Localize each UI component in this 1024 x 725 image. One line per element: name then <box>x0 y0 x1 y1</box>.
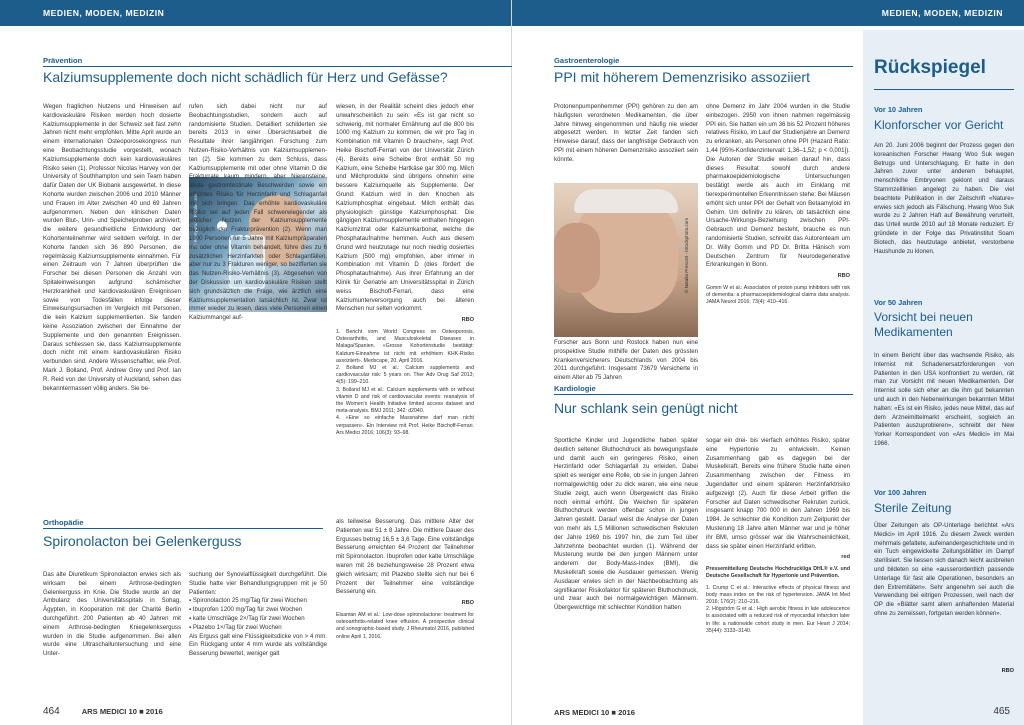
article-text: Forscher aus Bonn und Rostock haben nun eine prospektive Studie mithilfe der Daten des grössten Krankenversicherers Deutschlands von 2004 bis 2011 durchgeführt. Insgesamt 73679 Versicherte in einem Alter ab 75 Jahren <box>554 339 698 382</box>
magazine-name: ARS MEDICI 10 ■ 2016 <box>81 707 163 716</box>
sidebar-rule <box>874 89 1014 90</box>
reference: 1. Bericht vom World Congress on Osteoporosis, Osteoarthritis, and Musculoskeletal Diseases in Malaga/Spanien. «Grosse Kohortenstudie bestätigt: Kalzium-Einnahme ist nicht mit erhöhtem KHK-Risiko assoziiert». Medscape, 20. April 2016. <box>336 328 474 364</box>
article-title: Kalziumsupplemente doch nicht schädlich für Herz und Gefässe? <box>43 69 448 85</box>
section-label: Orthopädie <box>43 518 84 527</box>
reference: 2. Högström G et al.: High aerobic fitness in late adolescence is associated with a reduced risk of myocardial infarction later in life: a nationwide cohort study in men. Eur Heart J 2014; 35(44): 3133–3140. <box>706 606 850 634</box>
author-signature: RBO <box>837 273 850 280</box>
bullet-item: ▪ Spironolacton 25 mg/Tag für zwei Wochen <box>189 597 307 605</box>
article-text: suchung der Synovialflüssigkeit durchgeführt. Die Studie hatte vier Behandlungsgruppen mit je 50 Patienten: <box>189 571 327 596</box>
sidebar-item-label: Vor 50 Jahren <box>874 298 923 307</box>
reference: 3. Bolland MJ et al.: Calcium supplements with or without vitamin D and risk of cardiovascular events: reanalysis of the Women's Health Initiative limited access dataset and meta-analysis. BMJ 2011; 342: d2040. <box>336 386 474 415</box>
header-label: MEDIEN, MODEN, MEDIZIN <box>881 8 1003 18</box>
article-text-col3 <box>336 518 474 693</box>
article-title: Spironolacton bei Gelenkerguss <box>43 533 242 549</box>
press-source: Pressemitteilung Deutsche Hochdruckliga DHL® e.V. und Deutsche Gesellschaft für Hypertonie und Prävention. <box>706 566 850 580</box>
photo-credit: © Rumyanat - Fotolia.com <box>193 193 198 247</box>
bullet-item: ▪ kalte Umschläge 2×/Tag für zwei Wochen <box>189 614 305 622</box>
sidebar-item-text: Am 20. Juni 2006 beginnt der Prozess gegen den koreanischen Forscher Hwang Woo Suk wegen Betrugs und Unterschlagung. Er hatte in den Jahren zuvor unter anderem behauptet, menschliche Embryonen geklont und daraus Stammzelllinien angelegt zu haben. Die viel beachtete Publikation in der Zeitschrift «Nature» erwies sich jedoch als Fälschung. Hwang Woo Suk wurde zu 2 Jahren Haft auf Bewährung verurteilt, das Urteil wurde 2010 auf 18 Monate reduziert. Er gründete in der Folge das Privatinstitut Soam Biotech, das heutzutage anbietet, verstorbene Haushunde zu klonen. <box>874 142 1014 255</box>
article-text: Sportliche Kinder und Jugendliche haben später deutlich seltener Bluthochdruck als bewegungsfaule und damit auch ein geringeres Risiko, einen Herzinfarkt oder Schlaganfall zu erleiden. Dabei spielt es weniger eine Rolle, ob sie in jungen Jahren normalgewichtig oder zu dick waren, wie eine neue Studie zeigt, auch wenn Übergewicht das Risiko noch einmal erhöht. Die Weichen für späteren Bluthochdruck werden offenbar schon in jungen Jahren gestellt. Darauf weist die Analyse der Daten von mehr als 1,5 Millionen schwedischen Rekruten der Jahre 1969 bis 1997 hin, die zum Teil über Jahrzehnte beobachtet wurden (1). Während der Musterung wurde bei den jungen Männern unter anderem der Body-Mass-Index (BMI), die Muskelkraft sowie die Ausdauer gemessen. Wenig Ausdauer erwies sich in der Nachbeobachtung als signifikanter Risikofaktor für späteren Bluthochdruck, und zwar auch bei normalgewichtigen Männern. Übergewichtige mit schlechter Kondition hatten <box>554 437 698 612</box>
article-text-col2 <box>189 571 327 691</box>
header-label: MEDIEN, MODEN, MEDIZIN <box>43 8 165 18</box>
article-text-col2 <box>706 437 850 699</box>
white-hair <box>574 189 678 213</box>
author-signature: RBO <box>461 317 474 324</box>
reference-list <box>706 585 850 635</box>
article-text: Das alte Diuretikum Spironolacton erwies sich als wirksam bei einem Arthrose-bedingten Gelenkerguss im Knie. Die Studie wurde an der Ambulanz des Universitätsspitals in Sohag, Ägypten, in Kooperation mit der Charité Berlin durchgeführt. 200 Patienten ab 40 Jahren mit einem Arthrose-bedingten Kniegelenkserguss wurden in die Studie aufgenommen. Bei allen wurde eine Ultraschalluntersuchung und eine Unter- <box>43 571 181 658</box>
reference: 2. Bolland MJ et al.: Calcium supplements and cardiovascular risk: 5 years on. Ther Adv Drug Saf 2013; 4(5): 199–210. <box>336 364 474 386</box>
section-rule <box>554 394 853 395</box>
article-text-col2 <box>706 103 850 395</box>
photo-credit: © Natalia Prescott - iStockphoto.com <box>684 217 689 293</box>
section-rule <box>43 528 323 529</box>
section-rule <box>554 66 853 67</box>
page-footer <box>554 708 635 717</box>
article-photo <box>554 183 698 337</box>
reference-list <box>336 329 474 437</box>
page-number: 464 <box>43 706 60 717</box>
article-text: ohne Demenz im Jahr 2004 wurden in die Studie einbezogen. 2950 von ihnen nahmen regelmässig PPI ein. Sie hatten ein um 36 bis 52 Prozent höheres relatives Risiko, im Lauf der Studienjahre an Demenz zu erkranken, als Personen ohne PPI (Hazard Ratio: 1,44 [95%-Konfidenzintervall: 1,36–1,52; p < 0,001]). Die Autoren der Studie weisen darauf hin, dass dieses Resultat sowohl durch andere pharmakoepidemiologische Untersuchungen bestätigt werde als auch im Einklang mit tierexperimentellen Erkenntnissen stehe: Bei Mäusen erhöht sich unter PPI der Gehalt von Betaamyloid im Gehirn. Um definitiv zu klären, ob tatsächlich eine Ursache-Wirkungs-Beziehung zwischen PPI-Gebrauch und Demenz besteht, brauche es nun randomisierte Studien, schreibt das Autorenteam um Dr. Willy Gomm und PD Dr. Britta Hänisch vom Deutschen Zentrum für Neurodegenerative Erkrankungen in Bonn. <box>706 103 850 269</box>
reference: 1. Crump C et al.: Interactive effects of physical fitness and body mass index on the risk of hypertension. JAMA Int Med 2016; 176(2): 210–216. <box>706 584 850 605</box>
page-header <box>512 0 1024 26</box>
sidebar-item-label: Vor 100 Jahren <box>874 488 927 497</box>
section-rule <box>43 66 512 67</box>
article-text: Protonenpumpenhemmer (PPI) gehören zu den am häufigsten verordneten Medikamenten, die über Jahre hinweg eingenommen und häufig nie wieder abgesetzt werden. In letzter Zeit fanden sich Hinweise darauf, dass der langfristige Gebrauch von PPI mit einem höheren Demenzrisiko assoziiert sein könnte. <box>554 103 698 163</box>
section-label: Prävention <box>43 56 83 65</box>
author-signature: RBO <box>1001 668 1014 674</box>
author-signature: RBO <box>461 600 474 607</box>
sidebar-title: Rückspiegel <box>874 57 986 78</box>
section-label: Kardiologie <box>554 384 596 393</box>
right-page <box>512 0 1024 725</box>
reference: 4. «Eine so einfache Massnahme darf man nicht verpassen». Ein Interview mit Prof. Heike Bischoff-Ferrari. Ars Medici 2016; 106(3): 93–98. <box>336 415 474 436</box>
author-signature: red <box>841 554 850 561</box>
sidebar-item-title: Sterile Zeitung <box>874 501 952 515</box>
bullet-item: ▪ Plazebo 1×/Tag für zwei Wochen <box>189 623 282 631</box>
sidebar-item-text: Über Zeitungen als OP-Unterlage berichtet «Ars Medici» im April 1916. Zu diesem Zweck werden mehrmals gefaltete, aufeinandergeschichtete und in ein Tuch eingewickelte Zeitungsblätter im Dampf sterilisiert. Sie liessen sich danach leicht ausbreiten und bildeten so eine «ausserordentlich passende Unterlage für fast alle Operationen, besonders an den Extremitäten». Sehr angenehm sei auch die Verwendung bei eitrigen Prozessen, weil nach der OP die «Blätter samt allem anhaftenden Material ohne zu zerreissen, fortgetan werden können». <box>874 522 1014 617</box>
article-title: Nur schlank sein genügt nicht <box>554 400 738 416</box>
article-text-col3 <box>336 103 474 498</box>
sidebar-item-title: Klonforscher vor Gericht <box>874 118 1004 132</box>
article-text: rufen sich dabei nicht nur auf Beobachtungsstudien, sondern auch auf randomisierte Studien. Detailliert schilderten sie bereits 2013 in einer Übersichtsarbeit die Resultate ihrer langjährigen Forschung zum Nutzen-Risiko-Verhältnis von Kalziumsupplemen- ten (2). Sie kommen zu dem Schluss, dass Kalziumsupplemente mit oder ohne Vitamin D die Frakturrate kaum mindern, aber Nierensteine, akute gastrointestinale Beschwerden sowie ein erhöhtes Risiko für Herzinfarkt und Schlaganfall mit sich bringen. Das erhöhte kardiovaskuläre Risiko sei auf jeden Fall schwerwiegender als jeglicher Nutzen der Kalziumsupplemente bezüglich der Frakturprävention (2). Wenn man 1000 Personen für 5 Jahre mit Kalziumpräparaten mit oder ohne Vitamin behandelt, führe dies zu 6 zusätzlichen Herzinfarkten oder Schlaganfällen, aber nur zu 3 Frakturen weniger, so bezifferten sie das Nutzen-Risiko-Verhältnis (3). Abgesehen von der Diskussion um kardiovaskuläre Risiken stellt sich grundsätzlich die Frage, wie ärztlich eine Kalziumsupplementation tatsächlich ist. Zwar ist immer wieder zu lesen, dass viele Personen einen Kalziummangel auf- <box>189 103 327 322</box>
section-label: Gastroenterologie <box>554 56 620 65</box>
sidebar-item-label: Vor 10 Jahren <box>874 105 923 114</box>
page-header <box>0 0 511 26</box>
rueckspiegel-sidebar <box>863 30 1024 725</box>
sidebar-item-text: In einem Bericht über das wachsende Risiko, als Internist mit Schadenersatzforderungen von Patienten in den USA konfrontiert zu werden, rät man zur Vorsicht mit neuen Medikamenten. Der Internist solle sich eher an die ihm gut bekannten und auch in den Nebenwirkungen bekannten Mittel halten: «Es ist ein Risiko, jedes neue Mittel, das auf dem Arzneimittelmarkt erscheint, sogleich an Patienten auszuprobieren», schreibt der New Yorker Korrespondent von «Ars Medici» im Mai 1966. <box>874 352 1014 447</box>
article-text: als teilweise Besserung. Das mittlere Alter der Patienten war 51 ± 8 Jahre. Die mittlere Dauer des Ergusses betrug 16,5 ± 3,6 Tage. Eine vollständige Besserung erreichten 64 Prozent der Teilnehmer mit Spironolacton. Ibuprofen oder kalte Umschläge waren mit 26 beziehungsweise 28 Prozent etwa gleich wirksam; mit Plazebo stellte sich nur bei 6 Prozent der Teilnehmer eine vollständige Besserung ein. <box>336 518 474 596</box>
reference: Gomm W et al.: Association of proton pump inhibitors with risk of dementia: a pharmacoepidemiological claims data analysis. JAMA Neurol 2016; 73(4): 410–416. <box>706 284 850 306</box>
hand <box>554 223 600 293</box>
article-text: Wegen fraglichen Nutzens und Hinweisen auf kardiovaskuläre Risiken werden hoch dosierte Kalziumsupplemente in der Schweiz seit fast zehn Jahren nicht mehr empfohlen. Mitte April wurde an einem internationalen Osteoporosekongress nun eine Beobachtungsstudie vorgestellt, wonach Kalziumsupplemente doch kein kardiovaskuläres Risiko seien (1). Professor Nicolas Harvey von der University of Southhampton und sein Team haben dafür Daten der UK Biobank ausgewertet. In diese Kohorte wurden zwischen 2006 und 2010 Männer und Frauen im Alter zwischen 40 und 69 Jahren aufgenommen. Neben den klinischen Daten wurden Blut-, Urin- und Speichelproben archiviert; die weitere gesundheitliche Entwicklung der Kohortenteilnehmer wird seitdem verfolgt. In der Kohorte fanden sich 36 890 Personen, die regelmässig Kalziumsupplemente einnahmen. Für einen Zeitraum von 7 Jahren überprüften die Forscher bei diesen Personen die Anzahl von Spitaleinweisungen aufgrund ischämischer Herzkrankheit und kardiovaskulären Ereignissen sowie von Todesfällen infolge dieser Einweisungsursachen im Vergleich mit Personen, die kein Kalzium supplementierten. Sie fanden keine Assoziation zwischen der Einnahme der Supplemente und den genannten Ereignissen. Daraus schliessen sie, dass Kalziumsupplemente doch nicht mit einem kardiovaskulären Risiko verbunden sind. Andere Wissenschaftler, wie Prof. Mark J. Bolland, Prof. Andrew Grey und Prof. Ian R. Reid von der University of Auckland, sehen das bekanntermassen völlig anders. Sie be- <box>43 103 181 392</box>
page-number: 465 <box>993 706 1010 717</box>
magazine-name: ARS MEDICI 10 ■ 2016 <box>554 708 635 717</box>
article-title: PPI mit höherem Demenzrisiko assoziiert <box>554 69 810 85</box>
article-text: wiesen, in der Realität scheint dies jedoch eher unwahrscheinlich zu sein: «Es ist gar nicht so schwierig, mit normaler Ernährung auf die 800 bis 1000 mg Kalzium zu kommen, die wir pro Tag in Kombination mit Vitamin D brauchen», sagt Prof. Heike Bischoff-Ferrari von der Universität Zürich (4). Bereits eine Scheibe Brot enthält 50 mg Kalzium, eine Scheibe Hartkäse gar 300 mg. Milch und Milchprodukte sind übrigens ohnehin eine bessere Kalziumquelle als Supplemente. Der Grund: Kalzium wird in den Knochen als Kalziumphosphat eingebaut. Milch enthält das physiologisch günstige Kalziumphosphat. Die gängigen Kalziumsupplemente enthalten hingegen Kalziumzitrat oder Kalziumkarbonat, welche die Phosphataufnahme hemmen. Auch aus diesem Grund wird heutzutage nur noch niedrig dosiertes Kalzium (500 mg) empfohlen, aber immer in Kombination mit Vitamin D (dies fördert die Phosphataufnahme). Aus ihrer Erfahrung an der Klinik für Geriatrie am Universitätsspital in Zürich weiss Bischoff-Ferrari, dass eine Kalziumunterversorgung auch bei älteren Menschen nur selten vorkommt. <box>336 103 474 313</box>
bullet-item: ▪ Ibuprofen 1200 mg/Tag für zwei Wochen <box>189 606 303 614</box>
page-footer <box>43 706 163 717</box>
article-text: Als Erguss galt eine Flüssigkeitsdicke von > 4 mm. Ein Rückgang unter 4 mm wurde als vollständige Besserung bewertet, weniger galt <box>189 632 327 658</box>
reference: Elsaman AM et al.: Low-dose spironolactone: treatment for osteoarthritis-related knee effusion. A prospective clinical and sonographic-based study. J Rheumatol 2016, published online April 1, 2016. <box>336 611 474 640</box>
article-text: sogar ein drei- bis vierfach erhöhtes Risiko, später eine Hypertonie zu entwickeln. Keinen Zusammenhang gab es dagegen bei der Muskelkraft. Bereits eine frühere Studie hatte einen Zusammenhang zwischen der Fitness im Jugendalter und einem späteren Herzinfarktrisiko aufgezeigt (2). Auch für diese Arbeit griffen die Forscher auf Daten schwedischer Rekruten zurück, insgesamt knapp 700 000 in den Jahren 1969 bis 1984. Je schlechter die Kondition zum Zeitpunkt der Musterung 18 Jahre alten Männer war und je höher ihr BMI, umso grösser war die Wahrscheinlichkeit, dass sie später einen Herzinfarkt erlitten. <box>706 437 850 550</box>
sidebar-item-title: Vorsicht bei neuen Medikamenten <box>874 310 973 339</box>
